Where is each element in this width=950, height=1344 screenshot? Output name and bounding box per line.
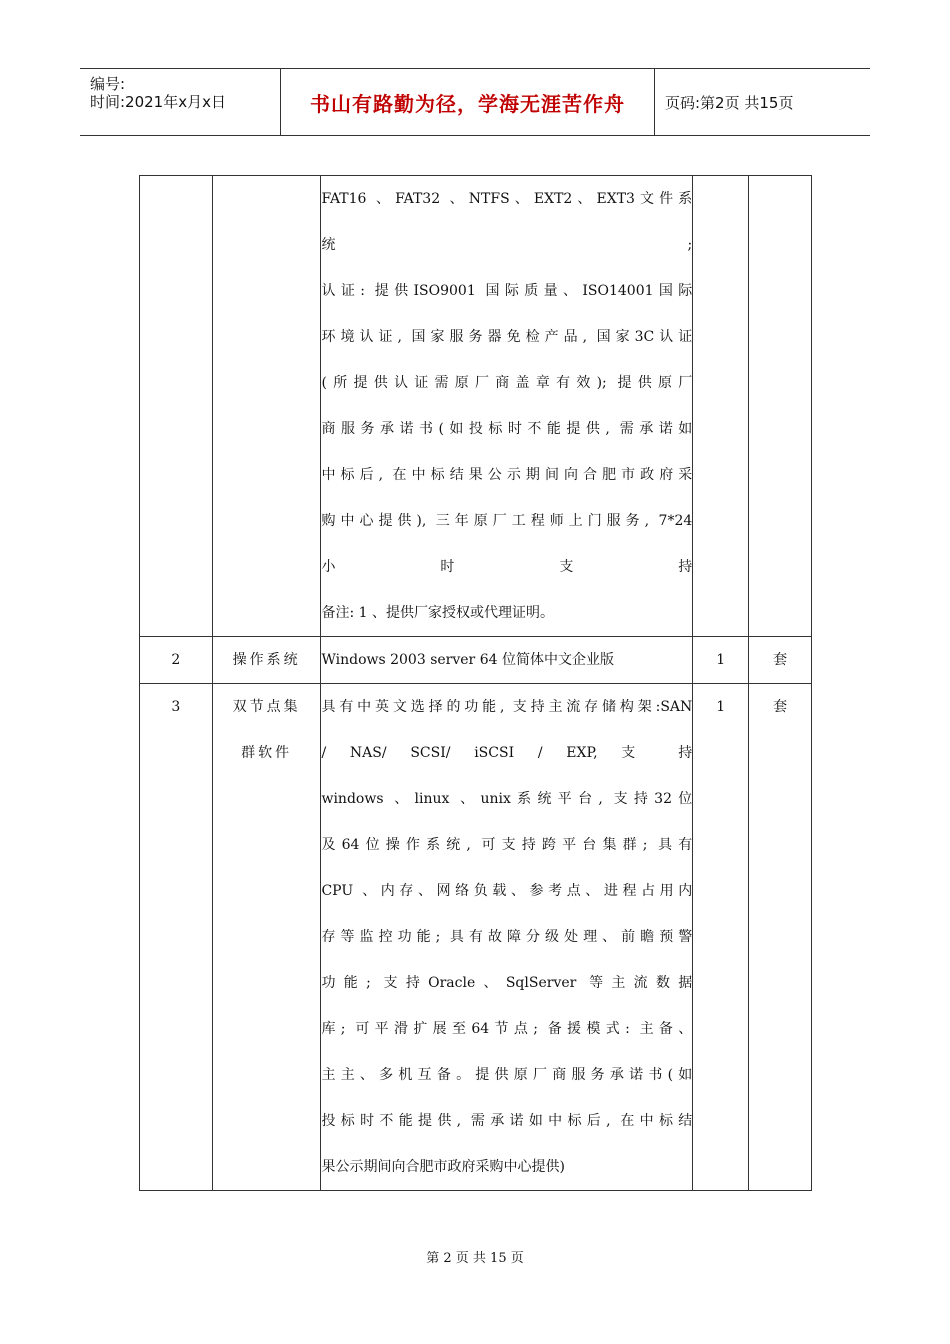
description-line: FAT16 、FAT32 、NTFS、EXT2、EXT3文件系 bbox=[321, 191, 693, 207]
quantity-cell bbox=[693, 176, 749, 637]
header-motto-cell bbox=[281, 69, 655, 135]
quantity-cell: 1 bbox=[693, 637, 749, 684]
description-line: 环境认证, 国家服务器免检产品, 国家3C认证 bbox=[321, 329, 693, 345]
item-name-line: 群软件 bbox=[241, 745, 293, 761]
item-name-cell bbox=[212, 637, 321, 684]
description-line: 具有中英文选择的功能, 支持主流存储构架:SAN bbox=[321, 699, 693, 715]
table-body bbox=[140, 176, 812, 1191]
description-line: 中标后, 在中标结果公示期间向合肥市政府采 bbox=[321, 467, 693, 483]
item-description-cell bbox=[321, 637, 693, 684]
table-row bbox=[140, 637, 812, 684]
item-name-cell bbox=[212, 176, 321, 637]
description-line: 库; 可平滑扩展至64节点; 备援模式: 主备、 bbox=[321, 1021, 693, 1037]
description-line: 果公示期间向合肥市政府采购中心提供) bbox=[321, 1159, 565, 1175]
header-meta-cell bbox=[80, 69, 281, 135]
page-footer: 第 2 页 共 15 页 bbox=[426, 1251, 524, 1266]
unit-cell bbox=[749, 176, 812, 637]
item-name-line: 操作系统 bbox=[232, 652, 301, 668]
specification-table bbox=[139, 175, 812, 1191]
description-line: 投标时不能提供, 需承诺如中标后, 在中标结 bbox=[321, 1113, 693, 1129]
description-line: windows 、linux 、unix系统平台, 支持32位 bbox=[321, 791, 693, 807]
description-line: / NAS/ SCSI/ iSCSI / EXP, 支 持 bbox=[321, 745, 693, 761]
unit-cell: 套 bbox=[749, 637, 812, 684]
description-line: 购中心提供), 三年原厂工程师上门服务, 7*24 bbox=[321, 513, 693, 529]
row-number-cell bbox=[140, 176, 213, 637]
document-header bbox=[80, 68, 870, 136]
description-line: 主主、多机互备。提供原厂商服务承诺书(如 bbox=[321, 1067, 693, 1083]
table-row bbox=[140, 684, 812, 1191]
item-name-cell bbox=[212, 684, 321, 1191]
row-number-cell: 3 bbox=[140, 684, 213, 1191]
description-line: 小时支持 bbox=[321, 559, 693, 575]
description-line: CPU 、内存、网络负载、参考点、进程占用内 bbox=[321, 883, 693, 899]
table-row bbox=[140, 176, 812, 637]
row-number-cell: 2 bbox=[140, 637, 213, 684]
description-line: (所提供认证需原厂商盖章有效); 提供原厂 bbox=[321, 375, 693, 391]
item-description-cell bbox=[321, 684, 693, 1191]
description-line: Windows 2003 server 64 位简体中文企业版 bbox=[321, 652, 614, 668]
unit-cell: 套 bbox=[749, 684, 812, 1191]
document-number-label: 编号: bbox=[90, 75, 126, 93]
description-line: 存等监控功能; 具有故障分级处理、前瞻预警 bbox=[321, 929, 693, 945]
description-line: 及64位操作系统, 可支持跨平台集群; 具有 bbox=[321, 837, 693, 853]
description-line: 备注: 1 、提供厂家授权或代理证明。 bbox=[321, 605, 554, 621]
description-line: 认证: 提供ISO9001 国际质量、ISO14001国际 bbox=[321, 283, 693, 299]
quantity-cell: 1 bbox=[693, 684, 749, 1191]
page-number-label: 页码:第2页 共15页 bbox=[665, 93, 794, 112]
item-description-cell bbox=[321, 176, 693, 637]
item-name-line: 双节点集 bbox=[232, 699, 301, 715]
motto-text: 书山有路勤为径，学海无涯苦作舟 bbox=[310, 91, 625, 116]
description-line: 统; bbox=[321, 237, 693, 253]
header-page-cell bbox=[655, 69, 870, 135]
description-line: 功能; 支持Oracle、SqlServer 等主流数据 bbox=[321, 975, 693, 991]
description-line: 商服务承诺书(如投标时不能提供, 需承诺如 bbox=[321, 421, 693, 437]
document-date-label: 时间:2021年x月x日 bbox=[90, 93, 226, 111]
